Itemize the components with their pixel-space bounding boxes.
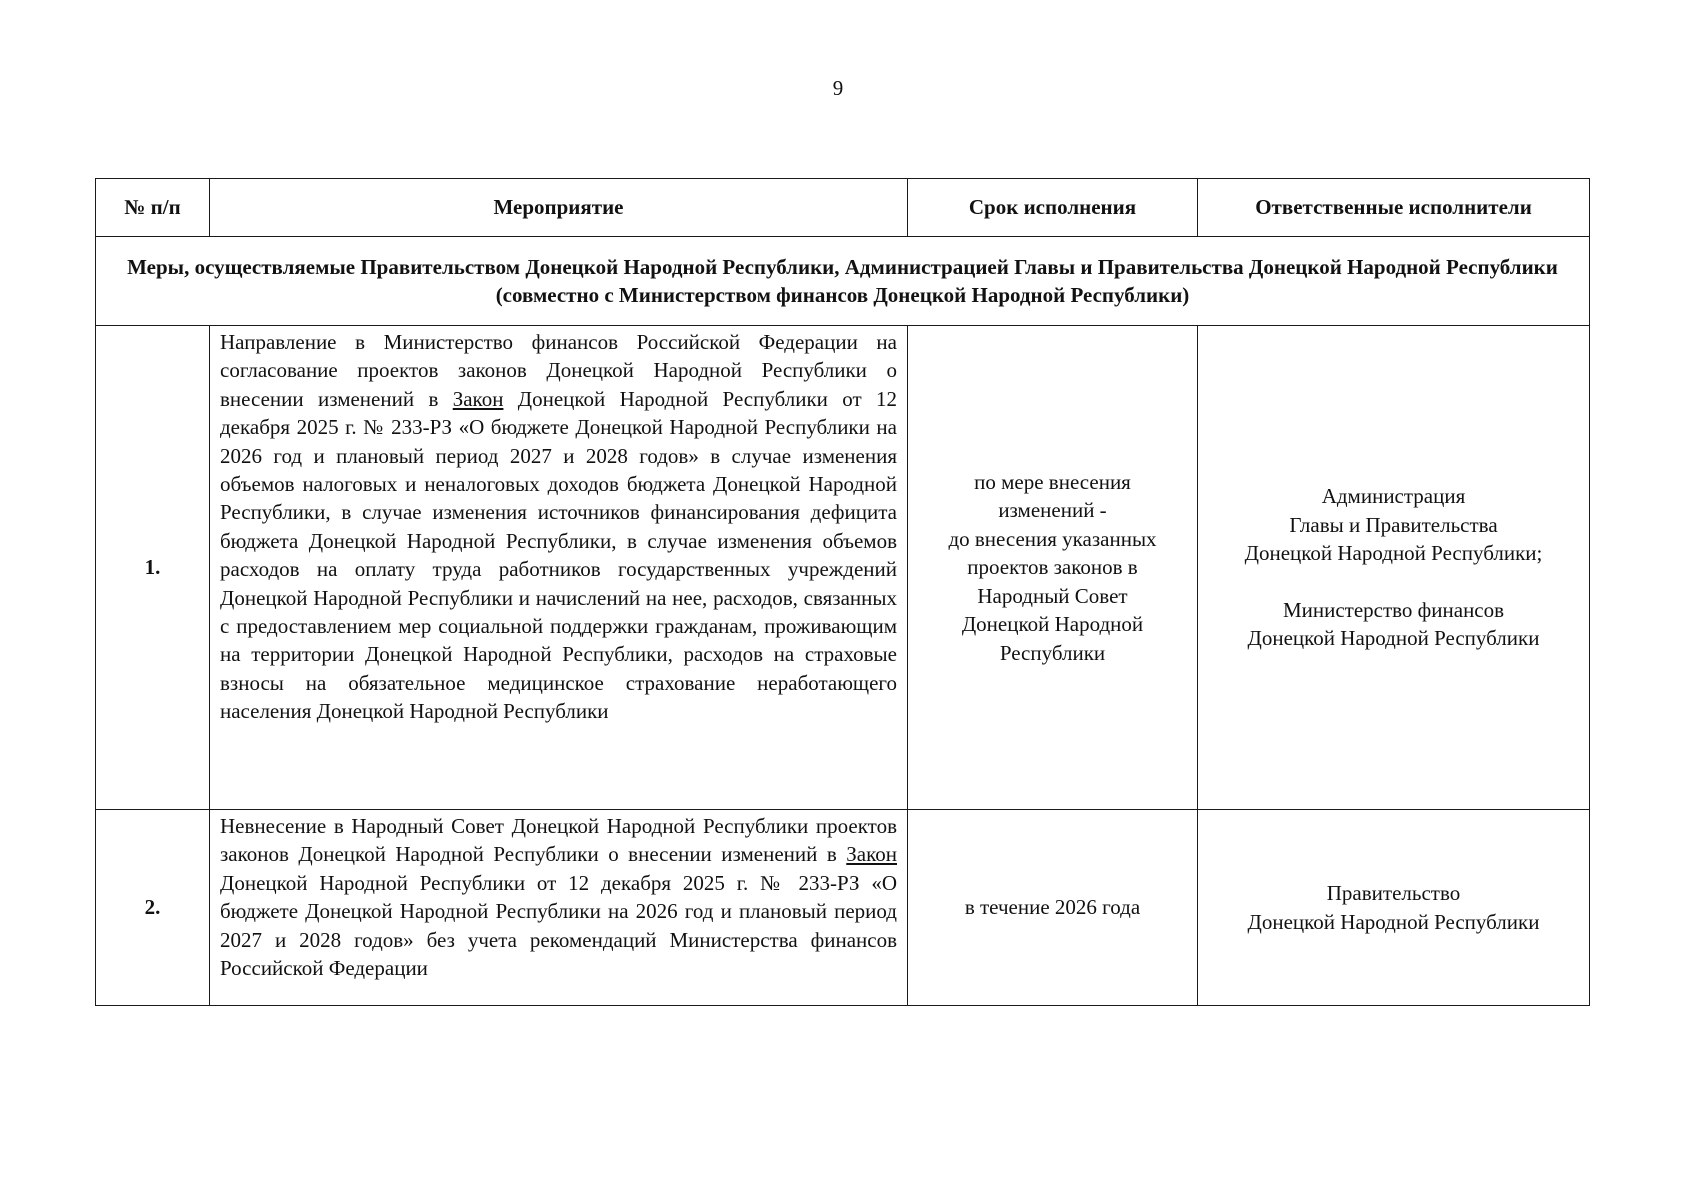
table-row — [96, 810, 1590, 1006]
header-measure: Мероприятие — [210, 179, 908, 237]
deadline-line: до внесения указанных — [948, 526, 1157, 551]
deadline-line: по мере внесения — [974, 470, 1131, 495]
measure-paragraph — [220, 328, 897, 726]
responsible-cell — [1198, 326, 1590, 810]
row-number: 2. — [96, 810, 210, 1006]
responsible-line: Донецкой Народной Республики; — [1244, 541, 1543, 566]
responsible-line: Донецкой Народной Республики — [1247, 909, 1540, 934]
header-number: № п/п — [96, 179, 210, 237]
measure-text-start: Невнесение в Народный Совет Донецкой Народной Республики проектов законов Донецкой Народной Республики о внесении изменений в — [220, 814, 897, 867]
law-link[interactable]: Закон — [846, 842, 897, 867]
responsible-cell — [1198, 810, 1590, 1006]
responsible-line: Министерство финансов — [1282, 597, 1505, 622]
measure-paragraph — [220, 812, 897, 982]
measures-table — [95, 178, 1590, 1006]
section-title: Меры, осуществляемые Правительством Донецкой Народной Республики, Администрацией Главы и Правительства Донецкой Народной Республики (совместно с Министерством финансов Донецкой Народной Республики) — [96, 237, 1590, 326]
law-link[interactable]: Закон — [452, 386, 504, 411]
responsible-spacer — [1206, 568, 1581, 596]
measure-text-end: Донецкой Народной Республики от 12 декабря 2025 г. № 233-РЗ «О бюджете Донецкой Народной Республики на 2026 год и плановый период 2027 и 2028 годов» без учета рекомендаций Министерства финансов Российской Федерации — [220, 870, 897, 981]
deadline-line: Донецкой Народной — [961, 612, 1144, 637]
deadline-line: Народный Совет — [977, 583, 1128, 608]
responsible-line: Правительство — [1326, 881, 1461, 906]
header-deadline: Срок исполнения — [908, 179, 1198, 237]
header-responsible: Ответственные исполнители — [1198, 179, 1590, 237]
responsible-line: Главы и Правительства — [1289, 512, 1498, 537]
page-number: 9 — [832, 76, 844, 100]
deadline-line: изменений - — [998, 498, 1107, 523]
table-header-row — [96, 179, 1590, 237]
section-row — [96, 237, 1590, 326]
deadline-line: проектов законов в — [967, 555, 1138, 580]
deadline-line: Республики — [999, 640, 1106, 665]
table-row — [96, 326, 1590, 810]
measure-text — [210, 326, 908, 810]
measure-text-start: Направление в Министерство финансов Российской Федерации на согласование проектов законов Донецкой Народной Республики о внесении изменений в — [220, 330, 897, 411]
deadline-cell — [908, 326, 1198, 810]
responsible-line: Донецкой Народной Республики — [1247, 626, 1540, 651]
row-number: 1. — [96, 326, 210, 810]
deadline-cell: в течение 2026 года — [908, 810, 1198, 1006]
responsible-line: Администрация — [1321, 484, 1466, 509]
measure-text-end: Донецкой Народной Республики от 12 декабря 2025 г. № 233-РЗ «О бюджете Донецкой Народной Республики на 2026 год и плановый период 2027 и 2028 годов» в случае изменения объемов налоговых и неналоговых доходов бюджета Донецкой Народной Республики, в случае изменения источников финансирования дефицита бюджета Донецкой Народной Республики, в случае изменения объемов расходов на оплату труда работников государственных учреждений Донецкой Народной Республики и начислений на нее, расходов, связанных с предоставлением мер социальной поддержки гражданам, проживающим на территории Донецкой Народной Республики, расходов на страховые взносы на обязательное медицинское страхование неработающего населения Донецкой Народной Республики — [220, 386, 897, 724]
measure-text — [210, 810, 908, 1006]
